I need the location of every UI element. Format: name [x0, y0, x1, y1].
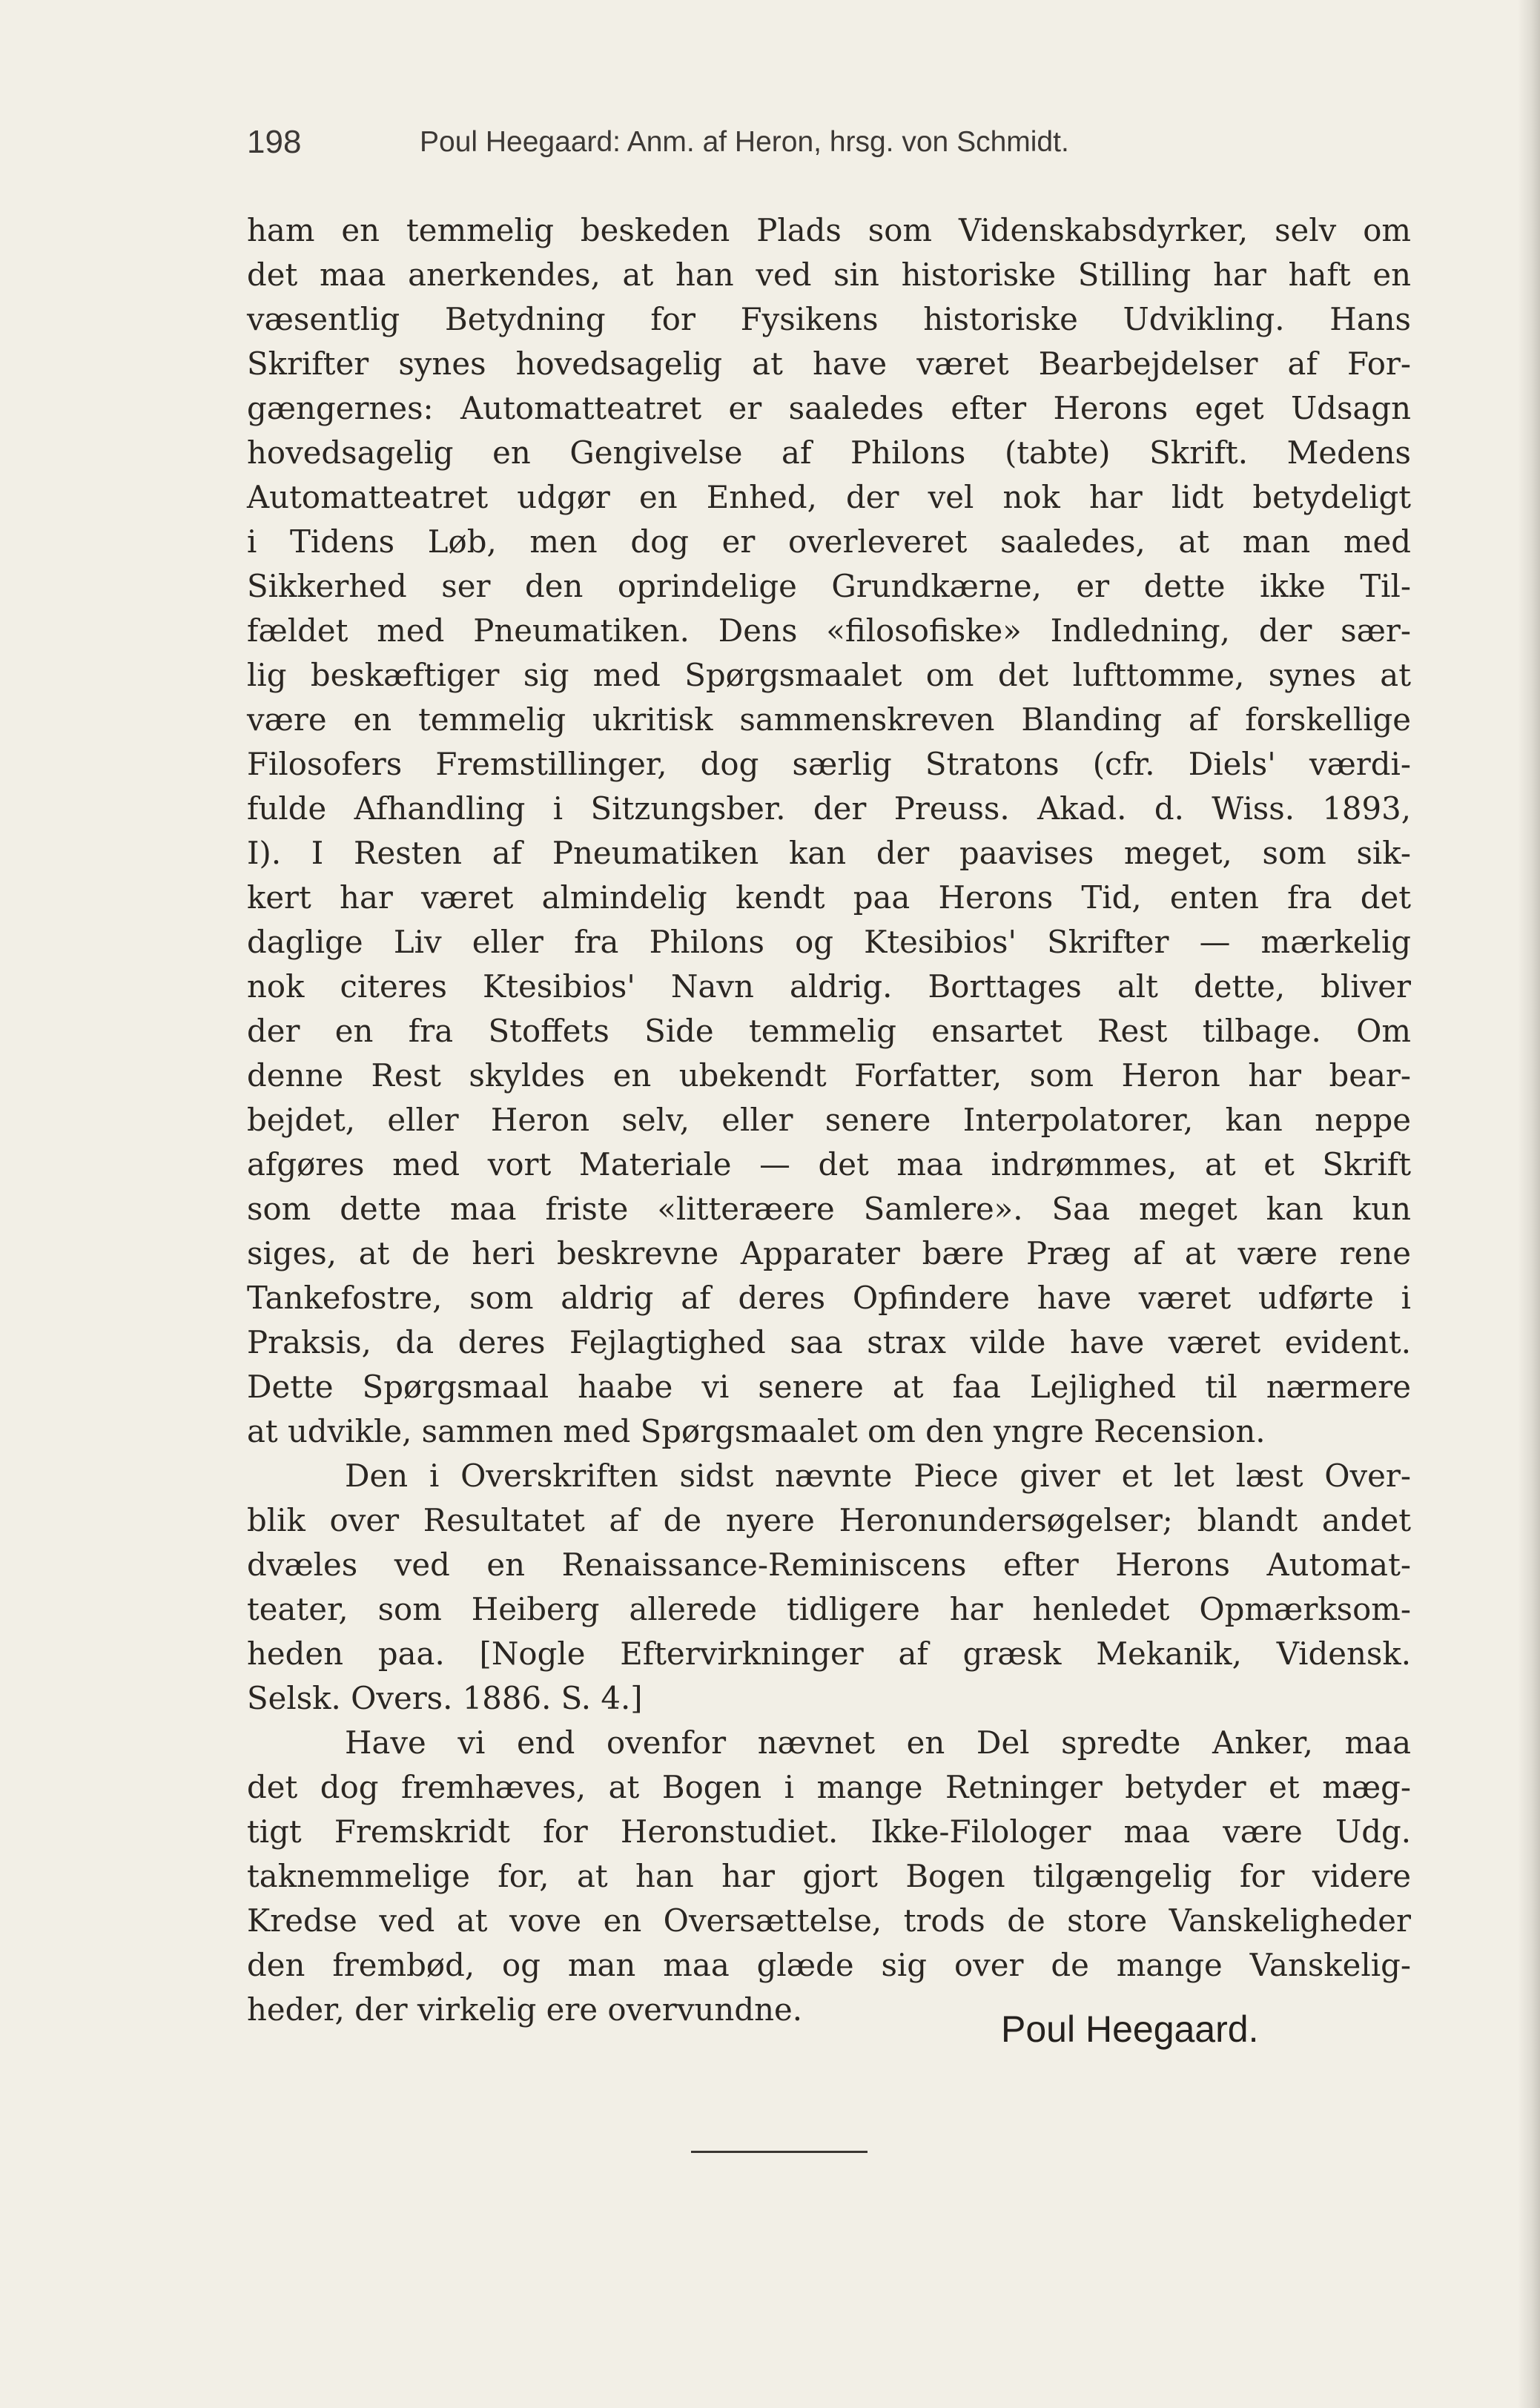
text-line: teater, som Heiberg allerede tidligere har henledet Opmærksom-: [247, 1591, 1411, 1627]
text-line: Kredse ved at vove en Oversættelse, trods de store Vanskeligheder: [247, 1902, 1411, 1939]
text-line: daglige Liv eller fra Philons og Ktesibios' Skrifter — mærkelig: [247, 924, 1411, 960]
text-line: Tankefostre, som aldrig af deres Opfindere have været udførte i: [247, 1280, 1411, 1316]
text-line: taknemmelige for, at han har gjort Bogen tilgængelig for videre: [247, 1858, 1411, 1894]
text-line: lig beskæftiger sig med Spørgsmaalet om det lufttomme, synes at: [247, 657, 1411, 693]
text-line: afgøres med vort Materiale — det maa indrømmes, at et Skrift: [247, 1146, 1411, 1182]
text-line: Selsk. Overs. 1886. S. 4.]: [247, 1680, 643, 1716]
text-line: denne Rest skyldes en ubekendt Forfatter, som Heron har bear-: [247, 1057, 1411, 1094]
text-line: væsentlig Betydning for Fysikens historiske Udvikling. Hans: [247, 301, 1411, 337]
text-line: det maa anerkendes, at han ved sin historiske Stilling har haft en: [247, 257, 1411, 293]
text-line: bejdet, eller Heron selv, eller senere Interpolatorer, kan neppe: [247, 1102, 1411, 1138]
review-text: [247, 208, 1411, 2032]
text-line: ham en temmelig beskeden Plads som Videnskabsdyrker, selv om: [247, 212, 1411, 248]
text-line: dvæles ved en Renaissance-Reminiscens efter Herons Automat-: [247, 1547, 1411, 1583]
text-line: gængernes: Automatteatret er saaledes efter Herons eget Udsagn: [247, 390, 1411, 426]
author-signature: Poul Heegaard.: [1001, 2008, 1259, 2050]
text-line: som dette maa friste «litteræere Samlere». Saa meget kan kun: [247, 1191, 1411, 1227]
text-line: Dette Spørgsmaal haabe vi senere at faa Lejlighed til nærmere: [247, 1369, 1411, 1405]
text-line: Skrifter synes hovedsagelig at have været Bearbejdelser af For-: [247, 345, 1411, 382]
text-line: I). I Resten af Pneumatiken kan der paavises meget, som sik-: [247, 835, 1411, 871]
text-line: Have vi end ovenfor nævnet en Del spredte Anker, maa: [345, 1724, 1411, 1761]
running-title: Poul Heegaard: Anm. af Heron, hrsg. von Schmidt.: [420, 126, 1069, 158]
page-header: [247, 119, 1240, 166]
closing-rule: [691, 2151, 868, 2153]
text-line: Sikkerhed ser den oprindelige Grundkærne, er dette ikke Til-: [247, 568, 1411, 604]
page-edge-shadow: [1518, 0, 1540, 2408]
text-line: fulde Afhandling i Sitzungsber. der Preuss. Akad. d. Wiss. 1893,: [247, 790, 1411, 827]
text-line: kert har været almindelig kendt paa Herons Tid, enten fra det: [247, 879, 1411, 916]
paragraph: [247, 1721, 1411, 2032]
text-line: at udvikle, sammen med Spørgsmaalet om den yngre Recension.: [247, 1413, 1266, 1449]
text-line: tigt Fremskridt for Heronstudiet. Ikke-Filologer maa være Udg.: [247, 1813, 1411, 1850]
text-line: hovedsagelig en Gengivelse af Philons (tabte) Skrift. Medens: [247, 434, 1411, 471]
text-line: heder, der virkelig ere overvundne.: [247, 1991, 803, 2028]
paragraph: [247, 1454, 1411, 1721]
paragraph: [247, 208, 1411, 1454]
text-line: være en temmelig ukritisk sammenskreven Blanding af forskellige: [247, 701, 1411, 738]
text-line: det dog fremhæves, at Bogen i mange Retninger betyder et mæg-: [247, 1769, 1411, 1805]
page-number: 198: [247, 124, 302, 160]
text-line: siges, at de heri beskrevne Apparater bære Præg af at være rene: [247, 1235, 1411, 1271]
text-line: heden paa. [Nogle Eftervirkninger af græsk Mekanik, Vidensk.: [247, 1635, 1411, 1672]
text-line: i Tidens Løb, men dog er overleveret saaledes, at man med: [247, 523, 1411, 560]
text-line: Praksis, da deres Fejlagtighed saa strax vilde have været evident.: [247, 1324, 1411, 1360]
text-line: Filosofers Fremstillinger, dog særlig Stratons (cfr. Diels' værdi-: [247, 746, 1411, 782]
text-line: der en fra Stoffets Side temmelig ensartet Rest tilbage. Om: [247, 1013, 1411, 1049]
text-line: fældet med Pneumatiken. Dens «filosofiske» Indledning, der sær-: [247, 612, 1411, 649]
text-line: nok citeres Ktesibios' Navn aldrig. Borttages alt dette, bliver: [247, 968, 1411, 1005]
text-line: blik over Resultatet af de nyere Heronundersøgelser; blandt andet: [247, 1502, 1411, 1538]
text-line: Den i Overskriften sidst nævnte Piece giver et let læst Over-: [345, 1458, 1411, 1494]
text-line: den frembød, og man maa glæde sig over de mange Vanskelig-: [247, 1947, 1411, 1983]
text-line: Automatteatret udgør en Enhed, der vel nok har lidt betydeligt: [247, 479, 1411, 515]
